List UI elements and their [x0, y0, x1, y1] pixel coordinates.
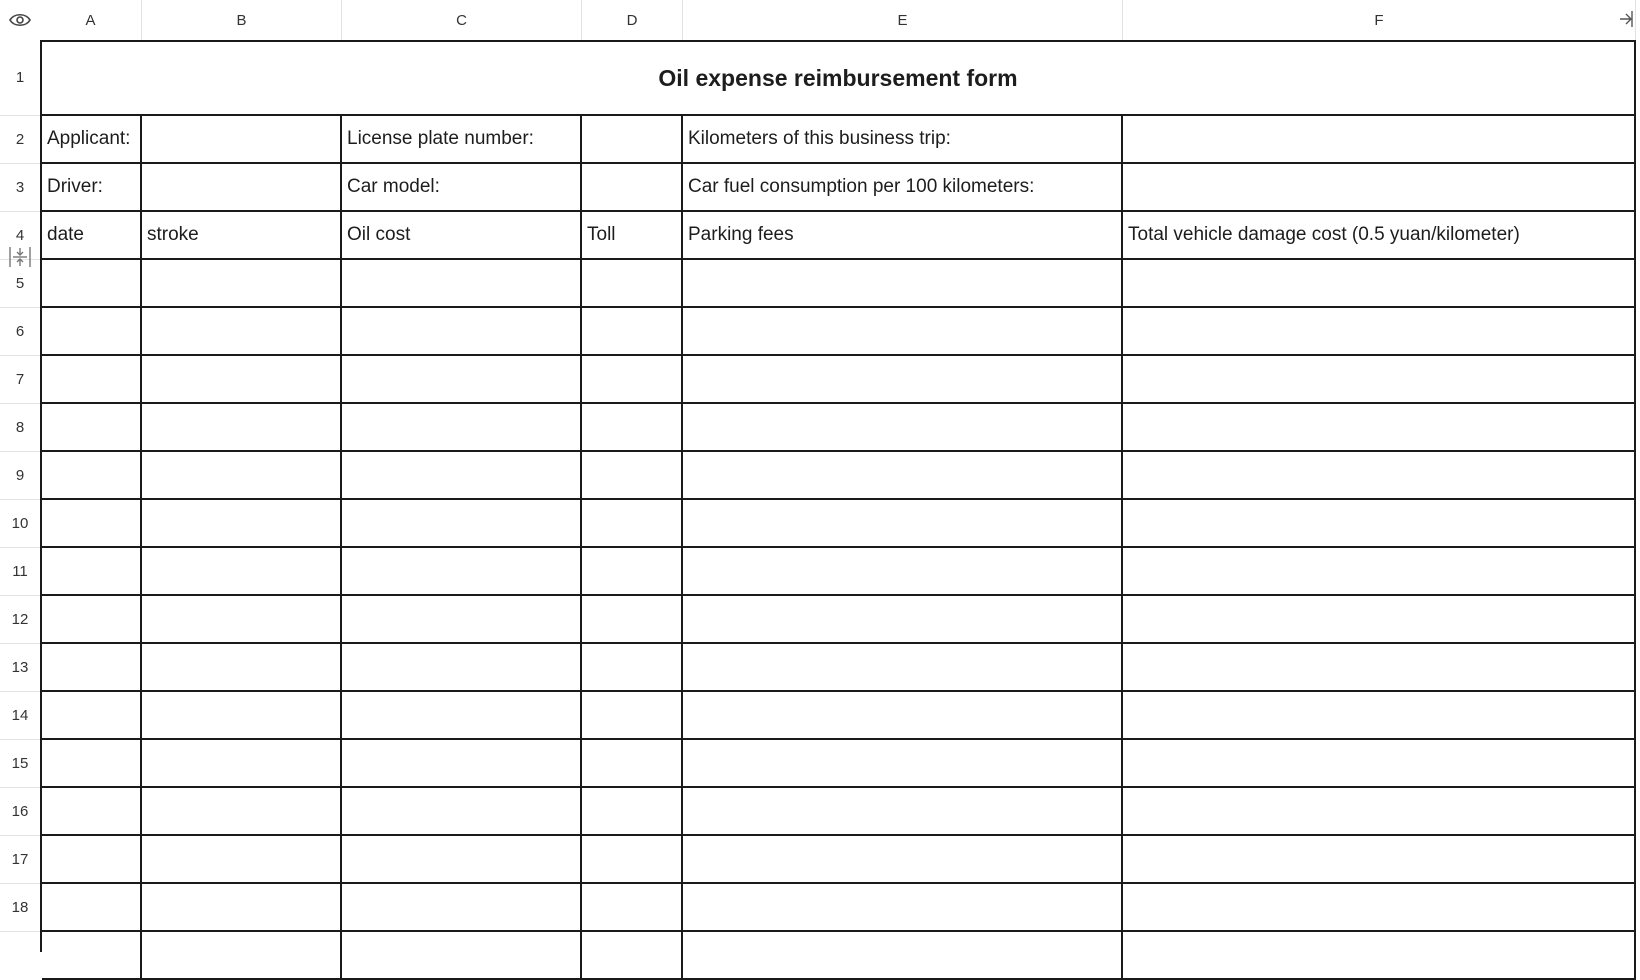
cell-b14[interactable] — [142, 692, 342, 740]
cell-c14[interactable] — [342, 692, 582, 740]
cell-c6[interactable] — [342, 308, 582, 356]
cell-b15[interactable] — [142, 740, 342, 788]
cell-d8[interactable] — [582, 404, 683, 452]
cell-f11[interactable] — [1123, 548, 1636, 596]
row-header-2[interactable]: 2 — [0, 116, 40, 164]
cell-b13[interactable] — [142, 644, 342, 692]
cell-e13[interactable] — [683, 644, 1123, 692]
cell-a7[interactable] — [42, 356, 142, 404]
form-title[interactable]: Oil expense reimbursement form — [42, 42, 1636, 116]
cell-b8[interactable] — [142, 404, 342, 452]
cell-f15[interactable] — [1123, 740, 1636, 788]
row-header-4[interactable]: 4 — [0, 212, 40, 260]
column-header-f[interactable]: F — [1123, 0, 1636, 40]
cell-e18[interactable] — [683, 884, 1123, 932]
column-header-d[interactable]: D — [582, 0, 683, 40]
cell-a18[interactable] — [42, 884, 142, 932]
cell-d16[interactable] — [582, 788, 683, 836]
cell-f17[interactable] — [1123, 836, 1636, 884]
cell-a19[interactable] — [42, 932, 142, 980]
cell-f8[interactable] — [1123, 404, 1636, 452]
cell-a12[interactable] — [42, 596, 142, 644]
row-header-7[interactable]: 7 — [0, 356, 40, 404]
cell-a11[interactable] — [42, 548, 142, 596]
row-header-13[interactable]: 13 — [0, 644, 40, 692]
cell-e12[interactable] — [683, 596, 1123, 644]
cell-f9[interactable] — [1123, 452, 1636, 500]
header-stroke[interactable]: stroke — [142, 212, 342, 260]
column-header-e[interactable]: E — [683, 0, 1123, 40]
cell-e2-kilometers-label[interactable]: Kilometers of this business trip: — [683, 116, 1123, 164]
cell-b12[interactable] — [142, 596, 342, 644]
cell-d2[interactable] — [582, 116, 683, 164]
cell-a8[interactable] — [42, 404, 142, 452]
cell-d6[interactable] — [582, 308, 683, 356]
cell-a13[interactable] — [42, 644, 142, 692]
cell-d15[interactable] — [582, 740, 683, 788]
row-header-10[interactable]: 10 — [0, 500, 40, 548]
cell-d18[interactable] — [582, 884, 683, 932]
cell-e7[interactable] — [683, 356, 1123, 404]
cell-c19[interactable] — [342, 932, 582, 980]
cell-b2[interactable] — [142, 116, 342, 164]
cell-f6[interactable] — [1123, 308, 1636, 356]
cell-a16[interactable] — [42, 788, 142, 836]
cell-e8[interactable] — [683, 404, 1123, 452]
cell-d12[interactable] — [582, 596, 683, 644]
row-resize-icon[interactable] — [8, 246, 32, 273]
cell-a6[interactable] — [42, 308, 142, 356]
row-header-9[interactable]: 9 — [0, 452, 40, 500]
cell-e15[interactable] — [683, 740, 1123, 788]
cell-a15[interactable] — [42, 740, 142, 788]
cell-f7[interactable] — [1123, 356, 1636, 404]
cell-d19[interactable] — [582, 932, 683, 980]
row-header-15[interactable]: 15 — [0, 740, 40, 788]
eye-icon[interactable] — [0, 0, 40, 40]
cell-b17[interactable] — [142, 836, 342, 884]
cell-d10[interactable] — [582, 500, 683, 548]
cell-b16[interactable] — [142, 788, 342, 836]
cell-c5[interactable] — [342, 260, 582, 308]
cell-b19[interactable] — [142, 932, 342, 980]
header-parking-fees[interactable]: Parking fees — [683, 212, 1123, 260]
cell-f5[interactable] — [1123, 260, 1636, 308]
header-date[interactable]: date — [42, 212, 142, 260]
cell-a5[interactable] — [42, 260, 142, 308]
cell-e11[interactable] — [683, 548, 1123, 596]
row-header-6[interactable]: 6 — [0, 308, 40, 356]
cell-b7[interactable] — [142, 356, 342, 404]
column-header-a[interactable]: A — [40, 0, 142, 40]
cell-d7[interactable] — [582, 356, 683, 404]
cell-e10[interactable] — [683, 500, 1123, 548]
cell-e5[interactable] — [683, 260, 1123, 308]
row-header-1[interactable]: 1 — [0, 40, 40, 116]
cell-a2-applicant-label[interactable]: Applicant: — [42, 116, 142, 164]
header-total-vehicle-damage-cost[interactable]: Total vehicle damage cost (0.5 yuan/kilometer) — [1123, 212, 1636, 260]
row-header-12[interactable]: 12 — [0, 596, 40, 644]
cell-c9[interactable] — [342, 452, 582, 500]
cell-b5[interactable] — [142, 260, 342, 308]
cell-b10[interactable] — [142, 500, 342, 548]
row-header-8[interactable]: 8 — [0, 404, 40, 452]
header-toll[interactable]: Toll — [582, 212, 683, 260]
header-oil-cost[interactable]: Oil cost — [342, 212, 582, 260]
cell-f3[interactable] — [1123, 164, 1636, 212]
cell-a9[interactable] — [42, 452, 142, 500]
cell-f19[interactable] — [1123, 932, 1636, 980]
cell-e9[interactable] — [683, 452, 1123, 500]
cell-d11[interactable] — [582, 548, 683, 596]
cell-f16[interactable] — [1123, 788, 1636, 836]
cell-d14[interactable] — [582, 692, 683, 740]
cell-f18[interactable] — [1123, 884, 1636, 932]
cell-c8[interactable] — [342, 404, 582, 452]
cell-d9[interactable] — [582, 452, 683, 500]
cell-a17[interactable] — [42, 836, 142, 884]
column-header-c[interactable]: C — [342, 0, 582, 40]
cell-d5[interactable] — [582, 260, 683, 308]
row-header-11[interactable]: 11 — [0, 548, 40, 596]
cell-b11[interactable] — [142, 548, 342, 596]
cell-f13[interactable] — [1123, 644, 1636, 692]
cell-a3-driver-label[interactable]: Driver: — [42, 164, 142, 212]
panel-expand-icon[interactable] — [1618, 8, 1634, 35]
cell-c7[interactable] — [342, 356, 582, 404]
cell-b9[interactable] — [142, 452, 342, 500]
cell-e3-fuel-consumption-label[interactable]: Car fuel consumption per 100 kilometers: — [683, 164, 1123, 212]
cell-d13[interactable] — [582, 644, 683, 692]
cell-c17[interactable] — [342, 836, 582, 884]
cell-c13[interactable] — [342, 644, 582, 692]
cell-c2-license-plate-label[interactable]: License plate number: — [342, 116, 582, 164]
cell-c3-car-model-label[interactable]: Car model: — [342, 164, 582, 212]
cell-c18[interactable] — [342, 884, 582, 932]
cell-e19[interactable] — [683, 932, 1123, 980]
row-header-5[interactable]: 5 — [0, 260, 40, 308]
cell-b18[interactable] — [142, 884, 342, 932]
cell-f12[interactable] — [1123, 596, 1636, 644]
cell-c15[interactable] — [342, 740, 582, 788]
cell-c10[interactable] — [342, 500, 582, 548]
cell-b3[interactable] — [142, 164, 342, 212]
row-header-16[interactable]: 16 — [0, 788, 40, 836]
row-header-3[interactable]: 3 — [0, 164, 40, 212]
row-header-17[interactable]: 17 — [0, 836, 40, 884]
cell-e16[interactable] — [683, 788, 1123, 836]
cell-c11[interactable] — [342, 548, 582, 596]
cell-e14[interactable] — [683, 692, 1123, 740]
cell-f2[interactable] — [1123, 116, 1636, 164]
cell-e6[interactable] — [683, 308, 1123, 356]
cell-c16[interactable] — [342, 788, 582, 836]
cell-e17[interactable] — [683, 836, 1123, 884]
cell-c12[interactable] — [342, 596, 582, 644]
column-header-b[interactable]: B — [142, 0, 342, 40]
cell-a10[interactable] — [42, 500, 142, 548]
cell-d3[interactable] — [582, 164, 683, 212]
row-header-18[interactable]: 18 — [0, 884, 40, 932]
row-header-14[interactable]: 14 — [0, 692, 40, 740]
cell-b6[interactable] — [142, 308, 342, 356]
cell-d17[interactable] — [582, 836, 683, 884]
cell-f14[interactable] — [1123, 692, 1636, 740]
cell-f10[interactable] — [1123, 500, 1636, 548]
cell-a14[interactable] — [42, 692, 142, 740]
